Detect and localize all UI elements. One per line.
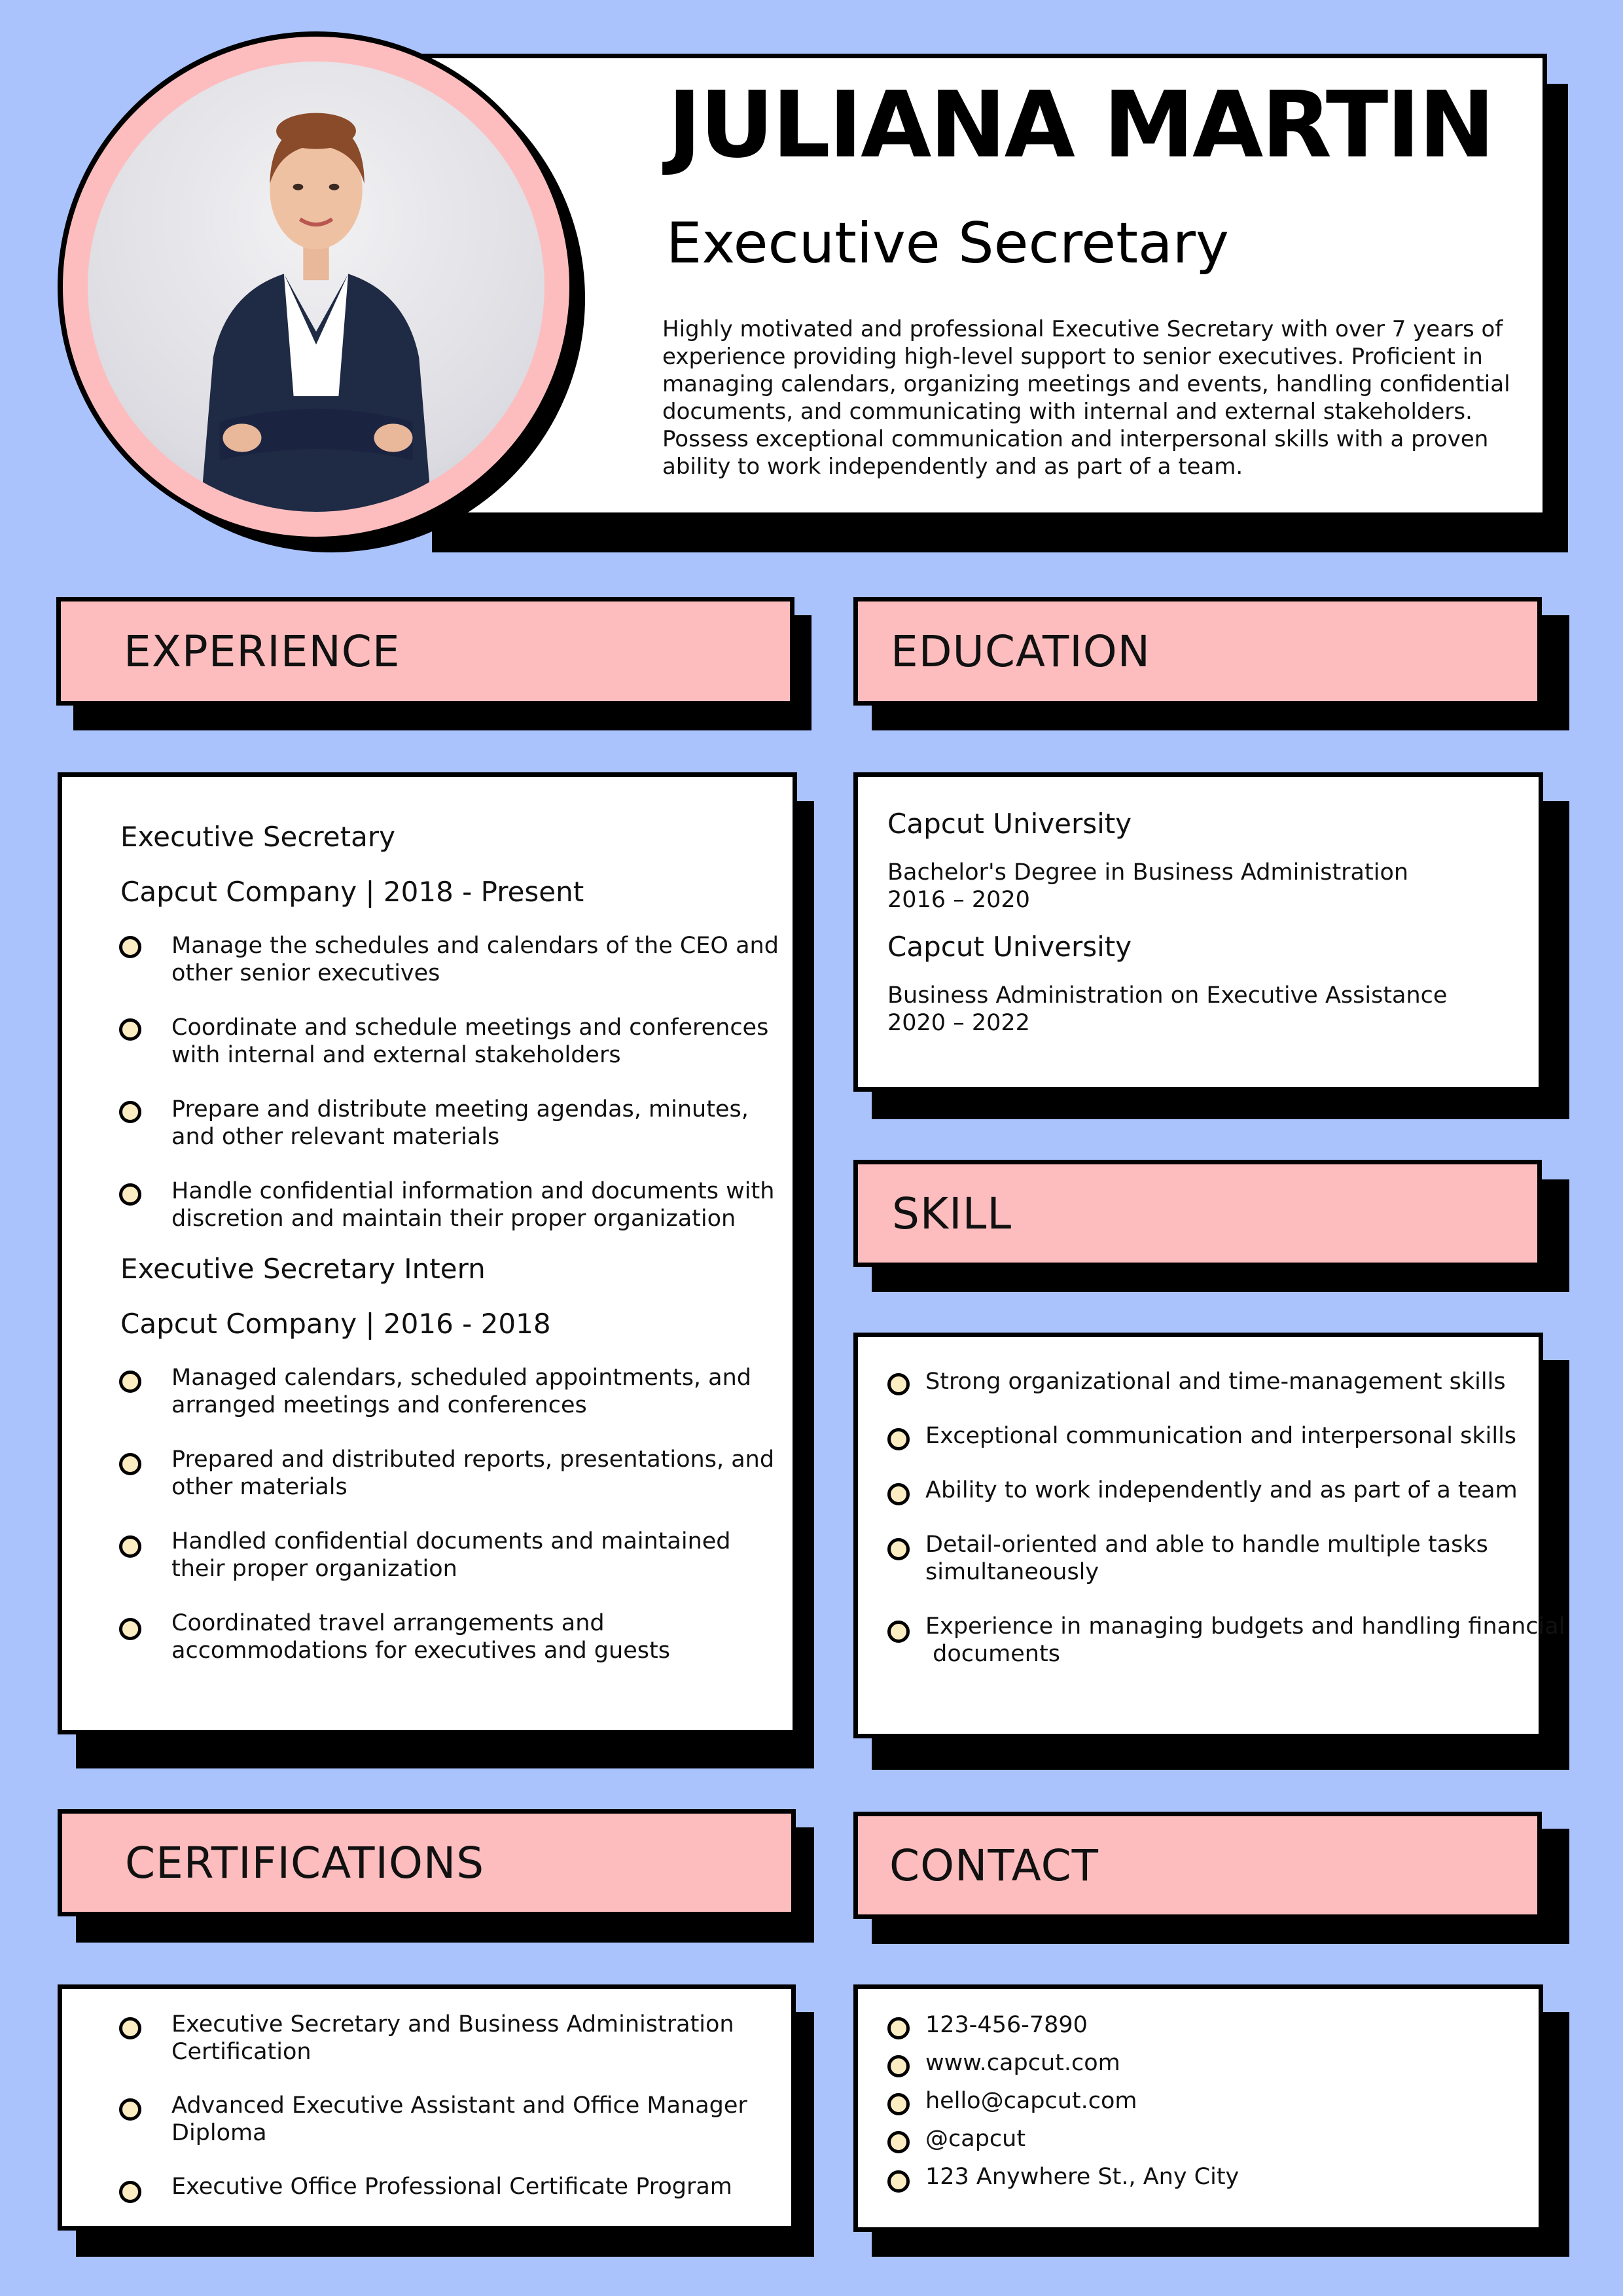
bullet-icon <box>119 1535 141 1558</box>
job-bullet: Prepare and distribute meeting agendas, minutes, and other relevant materials <box>171 1096 749 1150</box>
bullet-icon <box>119 1453 141 1475</box>
bullet-icon <box>887 1538 910 1560</box>
skill-item: Strong organizational and time-management skills <box>925 1369 1506 1395</box>
skill-item: Detail-oriented and able to handle multiple tasks simultaneously <box>925 1532 1488 1585</box>
certifications-heading: CERTIFICATIONS <box>125 1837 485 1888</box>
skill-heading: SKILL <box>892 1188 1012 1239</box>
bullet-icon <box>887 1621 910 1643</box>
website-bullet-icon <box>887 2055 910 2077</box>
skill-item: Exceptional communication and interpersonal skills <box>925 1423 1517 1449</box>
bullet-icon <box>119 2017 141 2039</box>
education-heading-box <box>853 597 1542 706</box>
bullet-icon <box>119 1371 141 1393</box>
certification-item: Executive Office Professional Certificate Program <box>171 2174 732 2200</box>
job-company: Capcut Company | 2018 - Present <box>120 876 584 908</box>
phone-bullet-icon <box>887 2017 910 2039</box>
bullet-icon <box>887 1373 910 1395</box>
certifications-heading-box <box>58 1809 796 1916</box>
education-degree: Business Administration on Executive Assistance 2020 – 2022 <box>887 982 1448 1036</box>
contact-heading: CONTACT <box>889 1840 1099 1891</box>
address-bullet-icon <box>887 2170 910 2193</box>
job-bullet: Manage the schedules and calendars of the CEO and other senior executives <box>171 933 779 986</box>
education-school: Capcut University <box>887 931 1132 963</box>
candidate-title: Executive Secretary <box>666 211 1229 276</box>
experience-heading-box <box>56 597 794 706</box>
bullet-icon <box>887 1428 910 1450</box>
job-bullet: Handle confidential information and documents with discretion and maintain their proper organization <box>171 1178 775 1232</box>
skill-heading-box <box>853 1160 1542 1267</box>
job-role: Executive Secretary <box>120 821 395 853</box>
email-bullet-icon <box>887 2093 910 2115</box>
contact-heading-box <box>853 1812 1542 1919</box>
skill-item: Ability to work independently and as part of a team <box>925 1477 1518 1503</box>
summary-paragraph: Highly motivated and professional Executive Secretary with over 7 years of experience providing high-level support to senior executives. Proficient in managing calendars, organizing meetings and events, handling confidential documents, and communicating with internal and external stakeholders. Possess exceptional communication and interpersonal skills with a proven ability to work independently and as part of a team. <box>662 316 1510 480</box>
bullet-icon <box>119 2181 141 2203</box>
education-school: Capcut University <box>887 808 1132 840</box>
contact-address: 123 Anywhere St., Any City <box>925 2164 1240 2190</box>
bullet-icon <box>119 2098 141 2121</box>
education-heading: EDUCATION <box>891 626 1151 677</box>
certification-item: Advanced Executive Assistant and Office Manager Diploma <box>171 2092 747 2146</box>
bullet-icon <box>119 1183 141 1206</box>
person-illustration <box>88 62 544 512</box>
contact-social[interactable]: @capcut <box>925 2126 1026 2152</box>
bullet-icon <box>119 1101 141 1123</box>
candidate-name: JULIANA MARTIN <box>668 72 1493 179</box>
job-role: Executive Secretary Intern <box>120 1253 486 1285</box>
skill-item: Experience in managing budgets and handling financial documents <box>925 1613 1565 1667</box>
contact-email[interactable]: hello@capcut.com <box>925 2088 1137 2114</box>
job-bullet: Coordinate and schedule meetings and conferences with internal and external stakeholders <box>171 1014 769 1068</box>
education-degree: Bachelor's Degree in Business Administration 2016 – 2020 <box>887 859 1409 913</box>
job-bullet: Coordinated travel arrangements and accommodations for executives and guests <box>171 1610 670 1664</box>
job-bullet: Handled confidential documents and maintained their proper organization <box>171 1528 731 1582</box>
profile-photo <box>58 31 575 542</box>
job-bullet: Prepared and distributed reports, presentations, and other materials <box>171 1446 775 1500</box>
job-company: Capcut Company | 2016 - 2018 <box>120 1308 551 1340</box>
experience-heading: EXPERIENCE <box>124 626 401 677</box>
contact-phone[interactable]: 123-456-7890 <box>925 2012 1088 2038</box>
certification-item: Executive Secretary and Business Administration Certification <box>171 2011 734 2065</box>
bullet-icon <box>119 936 141 958</box>
bullet-icon <box>119 1618 141 1640</box>
bullet-icon <box>887 1483 910 1505</box>
bullet-icon <box>119 1018 141 1041</box>
contact-website[interactable]: www.capcut.com <box>925 2050 1120 2076</box>
job-bullet: Managed calendars, scheduled appointments, and arranged meetings and conferences <box>171 1365 752 1418</box>
social-bullet-icon <box>887 2131 910 2153</box>
